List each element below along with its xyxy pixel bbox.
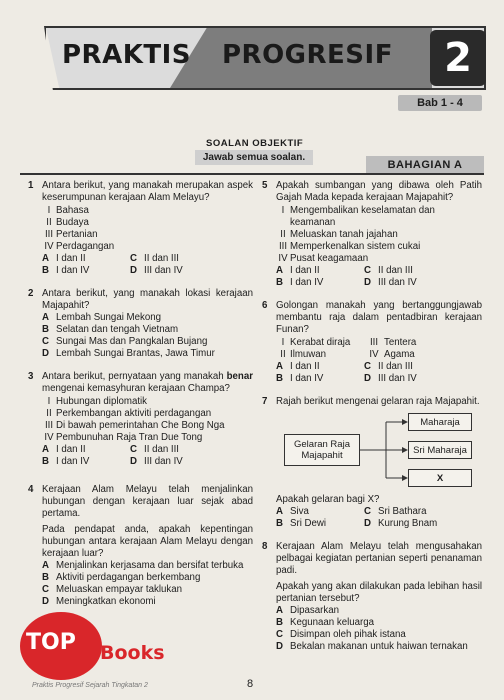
answer-row (276, 361, 482, 373)
answer-option-c[interactable] (364, 506, 452, 518)
roman-numeral: IV (278, 253, 288, 264)
option-text: I dan IV (56, 265, 90, 276)
roman-numeral: I (47, 396, 51, 407)
diagram-target-maharaja: Maharaja (408, 413, 472, 431)
roman-numeral: III (44, 420, 54, 431)
left-column (28, 180, 253, 619)
option-letter: C (364, 265, 371, 276)
option-text: III dan IV (378, 373, 417, 384)
answer-option-c[interactable] (364, 265, 452, 277)
answer-option-b[interactable] (276, 277, 364, 289)
answer-option-b[interactable] (42, 324, 253, 336)
answer-option-d[interactable] (364, 277, 452, 289)
roman-item (42, 420, 253, 432)
option-text: III dan IV (144, 456, 183, 467)
roman-numeral: III (278, 241, 288, 252)
option-text: II dan III (378, 361, 414, 372)
answer-option-b[interactable] (42, 456, 130, 468)
question-text: Apakah sumbangan yang dibawa oleh Patih Gajah Mada kepada kerajaan Majapahit? (276, 180, 482, 203)
question-5 (262, 180, 482, 289)
option-text: II dan III (144, 444, 180, 455)
option-letter: C (42, 336, 49, 347)
answer-row (276, 373, 482, 385)
question-text-part: Antara berikut, pernyataan yang manakah (42, 371, 224, 382)
answer-option-d[interactable] (276, 641, 482, 653)
option-text: Meningkatkan ekonomi (56, 596, 156, 607)
roman-numeral: II (46, 408, 52, 419)
option-letter: C (276, 629, 283, 640)
answer-option-d[interactable] (130, 265, 218, 277)
question-1 (28, 180, 253, 277)
answer-options (276, 605, 482, 653)
roman-list (276, 337, 482, 361)
roman-text: Tentera (384, 337, 417, 348)
answer-option-c[interactable] (130, 253, 218, 265)
option-text: Kurung Bnam (378, 518, 438, 529)
question-text: Kerajaan Alam Melayu telah mengusahakan pelbagai kegiatan pertanian seperti penanaman padi. (276, 541, 482, 576)
roman-item (42, 408, 253, 420)
answer-option-a[interactable] (276, 506, 364, 518)
question-4 (28, 484, 253, 608)
option-text: I dan II (56, 444, 86, 455)
section-label: BAHAGIAN A (366, 156, 484, 174)
option-letter: C (42, 584, 49, 595)
option-letter: A (276, 506, 283, 517)
option-text: I dan II (56, 253, 86, 264)
option-text: Menjalinkan kerjasama dan bersifat terbuka (56, 560, 244, 571)
roman-numeral: I (281, 205, 285, 216)
option-text: I dan IV (290, 373, 324, 384)
roman-numeral: IV (44, 432, 54, 443)
option-letter: A (42, 312, 49, 323)
option-text: I dan II (290, 265, 320, 276)
option-text: Kegunaan keluarga (290, 617, 375, 628)
question-text: Antara berikut, yang manakah merupakan aspek keserumpunan kerajaan Alam Melayu? (42, 180, 253, 203)
answer-option-c[interactable] (42, 584, 253, 596)
option-letter: B (42, 456, 49, 467)
roman-numeral: III (44, 229, 54, 240)
answer-option-c[interactable] (276, 629, 482, 641)
answer-row (42, 253, 253, 265)
question-number: 7 (262, 396, 268, 407)
answer-options (42, 312, 253, 360)
option-text: I dan II (290, 361, 320, 372)
question-text: Golongan manakah yang bertanggungjawab membantu raja dalam pentadbiran kerajaan Funan? (276, 300, 482, 335)
answer-option-b[interactable] (276, 518, 364, 530)
answer-option-b[interactable] (42, 265, 130, 277)
answer-row (42, 444, 253, 456)
question-text-emphasis: benar (226, 371, 253, 382)
roman-text: Pertanian (56, 229, 98, 240)
option-text: Sungai Mas dan Pangkalan Bujang (56, 336, 208, 347)
logo-books-text: Books (100, 642, 165, 664)
roman-numeral: IV (44, 241, 54, 252)
header-title-word1: PRAKTIS (62, 40, 191, 70)
roman-list (42, 396, 253, 444)
option-letter: D (130, 265, 137, 276)
roman-item (276, 229, 482, 241)
option-letter: D (42, 596, 49, 607)
answer-option-a[interactable] (42, 560, 253, 572)
answer-row (276, 518, 482, 530)
question-prompt: Apakah gelaran bagi X? (276, 494, 380, 505)
roman-item (42, 432, 253, 444)
option-letter: A (276, 605, 283, 616)
roman-text: Meluaskan tanah jajahan (290, 229, 398, 240)
question-text-part: mengenai kemasyhuran kerajaan Champa? (42, 383, 230, 394)
option-letter: B (276, 373, 283, 384)
roman-numeral: I (281, 337, 285, 348)
roman-item-pair (276, 349, 482, 361)
option-text: Sri Dewi (290, 518, 327, 529)
option-letter: D (364, 373, 371, 384)
roman-numeral: III (369, 337, 379, 348)
title-diagram (276, 412, 482, 490)
roman-text: Memperkenalkan sistem cukai (290, 241, 421, 252)
question-prompt: Pada pendapat anda, apakah kepentingan hubungan antara kerajaan Alam Melayu dengan kerajaan luar? (42, 524, 253, 559)
option-letter: C (364, 506, 371, 517)
option-letter: C (364, 361, 371, 372)
roman-text: Pusat keagamaan (290, 253, 369, 264)
answer-option-d[interactable] (42, 596, 253, 608)
chapter-range-tab: Bab 1 - 4 (398, 95, 482, 111)
option-letter: A (42, 560, 49, 571)
option-letter: C (130, 444, 137, 455)
roman-text: Bahasa (56, 205, 89, 216)
option-letter: D (364, 277, 371, 288)
option-letter: A (276, 361, 283, 372)
roman-numeral: II (280, 349, 286, 360)
answer-row (276, 277, 482, 289)
roman-item (42, 396, 253, 408)
question-3 (28, 371, 253, 468)
option-text: III dan IV (144, 265, 183, 276)
option-text: II dan III (378, 265, 414, 276)
roman-numeral: II (280, 229, 286, 240)
option-text: Bekalan makanan untuk haiwan ternakan (290, 641, 468, 652)
roman-numeral: II (46, 217, 52, 228)
option-letter: B (276, 277, 283, 288)
roman-item (42, 229, 253, 241)
answer-option-a[interactable] (42, 312, 253, 324)
option-letter: A (42, 253, 49, 264)
option-text: III dan IV (378, 277, 417, 288)
roman-text: Mengembalikan keselamatan dan keamanan (290, 205, 435, 228)
question-7 (262, 396, 482, 530)
option-letter: D (364, 518, 371, 529)
question-number: 5 (262, 180, 268, 191)
option-letter: D (130, 456, 137, 467)
logo-top-text: TOP (26, 630, 76, 655)
option-letter: A (42, 444, 49, 455)
option-letter: D (276, 641, 283, 652)
option-letter: B (42, 324, 49, 335)
option-text: II dan III (144, 253, 180, 264)
roman-numeral: I (47, 205, 51, 216)
answer-option-d[interactable] (364, 518, 452, 530)
question-2 (28, 288, 253, 360)
option-text: Sri Bathara (378, 506, 427, 517)
roman-text: Hubungan diplomatik (56, 396, 148, 407)
diagram-target-x: X (408, 469, 472, 487)
section-heading: SOALAN OBJEKTIF (206, 138, 304, 149)
answer-row (276, 265, 482, 277)
question-text: Rajah berikut mengenai gelaran raja Majapahit. (276, 396, 480, 407)
answer-option-c[interactable] (130, 444, 218, 456)
option-text: I dan IV (290, 277, 324, 288)
roman-item (276, 241, 482, 253)
option-text: Lembah Sungai Mekong (56, 312, 162, 323)
answer-row (42, 265, 253, 277)
roman-text: Pembunuhan Raja Tran Due Tong (56, 432, 203, 443)
question-number: 2 (28, 288, 34, 299)
answer-option-b[interactable] (42, 572, 253, 584)
roman-item (276, 205, 482, 229)
answer-row (42, 456, 253, 468)
question-prompt: Apakah yang akan dilakukan pada lebihan hasil pertanian tersebut? (276, 581, 482, 604)
header-number-badge: 2 (430, 30, 486, 86)
answer-row (276, 506, 482, 518)
roman-text: Ilmuwan (290, 349, 327, 360)
roman-text: Perdagangan (56, 241, 115, 252)
roman-text: Di bawah pemerintahan Che Bong Nga (56, 420, 225, 431)
roman-item (42, 217, 253, 229)
answer-option-b[interactable] (276, 373, 364, 385)
answer-option-a[interactable] (42, 444, 130, 456)
option-letter: D (42, 348, 49, 359)
option-letter: B (42, 572, 49, 583)
question-6 (262, 300, 482, 385)
question-number: 6 (262, 300, 268, 311)
answer-option-a[interactable] (276, 265, 364, 277)
footer-book-title: Praktis Progresif Sejarah Tingkatan 2 (32, 682, 148, 689)
roman-text: Budaya (56, 217, 89, 228)
answer-option-d[interactable] (130, 456, 218, 468)
option-text: Meluaskan empayar taklukan (56, 584, 183, 595)
roman-item-pair (276, 337, 482, 349)
roman-text: Kerabat diraja (290, 337, 351, 348)
roman-numeral: IV (369, 349, 379, 360)
roman-item (42, 205, 253, 217)
page-number: 8 (247, 678, 254, 690)
roman-text: Agama (384, 349, 415, 360)
answer-option-a[interactable] (42, 253, 130, 265)
option-text: Lembah Sungai Brantas, Jawa Timur (56, 348, 215, 359)
answer-option-a[interactable] (276, 605, 482, 617)
question-number: 1 (28, 180, 34, 191)
answer-option-b[interactable] (276, 617, 482, 629)
roman-list (276, 205, 482, 265)
option-text: I dan IV (56, 456, 90, 467)
question-text (42, 371, 253, 395)
question-number: 3 (28, 371, 34, 382)
answer-options (42, 560, 253, 608)
header-divider (20, 173, 484, 175)
option-text: Selatan dan tengah Vietnam (56, 324, 179, 335)
answer-option-c[interactable] (364, 361, 452, 373)
question-text: Antara berikut, yang manakah lokasi kerajaan Majapahit? (42, 288, 253, 311)
option-text: Siva (290, 506, 309, 517)
answer-option-c[interactable] (42, 336, 253, 348)
option-letter: C (130, 253, 137, 264)
question-text: Kerajaan Alam Melayu telah menjalinkan hubungan dengan kerajaan luar sejak abad pertama. (42, 484, 253, 519)
option-letter: B (42, 265, 49, 276)
option-text: Aktiviti perdagangan berkembang (56, 572, 201, 583)
question-number: 8 (262, 541, 268, 552)
instruction-box: Jawab semua soalan. (195, 150, 313, 165)
diagram-source-box: Gelaran Raja Majapahit (284, 434, 360, 466)
roman-list (42, 205, 253, 253)
roman-item (42, 241, 253, 253)
roman-item (276, 253, 482, 265)
answer-option-d[interactable] (364, 373, 452, 385)
option-text: Disimpan oleh pihak istana (290, 629, 406, 640)
answer-option-a[interactable] (276, 361, 364, 373)
roman-text: Perkembangan aktiviti perdagangan (56, 408, 212, 419)
option-letter: A (276, 265, 283, 276)
option-letter: B (276, 518, 283, 529)
option-text: Dipasarkan (290, 605, 340, 616)
answer-option-d[interactable] (42, 348, 253, 360)
question-number: 4 (28, 484, 34, 495)
question-8 (262, 541, 482, 653)
option-letter: B (276, 617, 283, 628)
right-column (262, 180, 482, 664)
header-title-word2: PROGRESIF (222, 40, 393, 70)
diagram-target-sri-maharaja: Sri Maharaja (408, 441, 472, 459)
